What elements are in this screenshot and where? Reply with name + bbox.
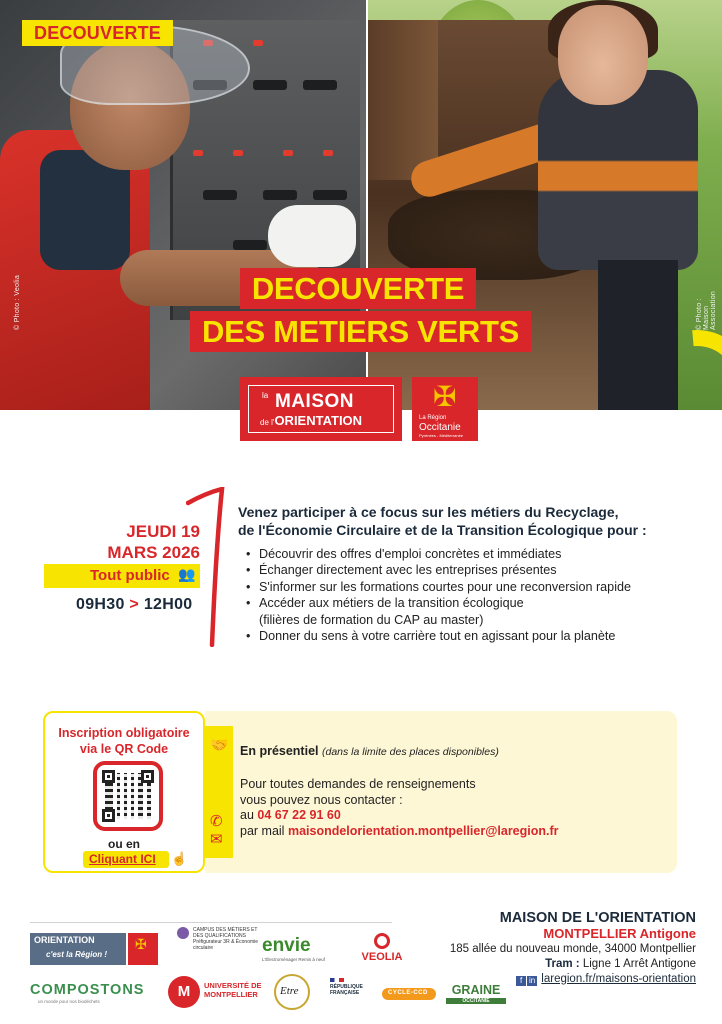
region-line-2: Occitanie — [419, 422, 461, 433]
logo-la-text: la — [262, 391, 269, 400]
list-item: • Découvrir des offres d'emploi concrètes et immédiates — [246, 546, 686, 562]
envie-sub: L'Électroménager Remis à neuf — [262, 957, 325, 962]
category-tag: DECOUVERTE — [22, 20, 173, 46]
footer-address — [396, 910, 696, 987]
mon-orientation-logo — [30, 933, 126, 965]
qr-code[interactable] — [93, 761, 163, 831]
campus-text: CAMPUS DES MÉTIERS ET DES QUALIFICATIONS Préfigurateur 3R & Économie circulaire — [193, 927, 259, 951]
benefits-list — [246, 546, 686, 644]
linkedin-icon[interactable]: in — [528, 976, 536, 985]
org-city: MONTPELLIER Antigone — [543, 926, 696, 941]
occitanie-small-logo — [128, 933, 158, 965]
envie-text: envie — [262, 935, 311, 956]
intro-line-2: de l'Économie Circulaire et de la Transition Écologique pour : — [238, 522, 647, 538]
register-link-label[interactable]: Cliquant ICI — [89, 852, 156, 866]
registration-line-1: Inscription obligatoire — [58, 726, 190, 740]
contact-info — [240, 777, 670, 839]
universite-montpellier-logo: M UNIVERSITÉ DE MONTPELLIER — [168, 976, 264, 1010]
date-day: JEUDI 19 — [126, 522, 200, 541]
presentiel-info — [240, 743, 670, 760]
region-line-1: La Région — [419, 415, 447, 421]
phone-prefix: au — [240, 808, 254, 822]
compostons-text: COMPOSTONS — [30, 982, 145, 998]
region-occitanie-logo — [412, 377, 478, 441]
email-link[interactable]: maisondelorientation.montpellier@laregion.fr — [287, 823, 559, 838]
maison-orientation-logo — [240, 377, 402, 441]
audience-badge — [44, 564, 200, 588]
intro-text — [238, 503, 698, 539]
registration-box — [43, 711, 205, 873]
mon-orientation-sub: c'est la Région ! — [46, 950, 108, 959]
date-month: MARS 2026 — [107, 543, 200, 562]
occitanie-cross-icon: ✠ — [433, 381, 457, 412]
audience-label: Tout public — [90, 567, 170, 584]
presentiel-label: En présentiel — [240, 744, 319, 758]
registration-line-2: via le QR Code — [79, 742, 169, 756]
event-hours — [76, 596, 192, 614]
presentiel-note: (dans la limite des places disponibles) — [321, 746, 499, 758]
facebook-icon[interactable]: f — [516, 976, 526, 986]
site-line — [396, 972, 696, 987]
intro-line-1: Venez participer à ce focus sur les métiers du Recyclage, — [238, 504, 619, 520]
handshake-icon: 🤝 — [210, 737, 229, 754]
envie-logo — [262, 935, 325, 962]
time-start: 09H30 — [76, 596, 125, 613]
mail-prefix: par mail — [240, 823, 285, 838]
logo-orientation-word: ORIENTATION — [274, 413, 363, 428]
contact-line-2: vous pouvez nous contacter : — [240, 792, 403, 807]
mail-icon: ✉ — [210, 831, 223, 848]
photo-credit-right: © Photo : Maison Association — [696, 290, 717, 330]
event-date — [40, 521, 200, 563]
list-item-text: Accéder aux métiers de la transition écologique — [259, 596, 524, 611]
tram-info — [396, 957, 696, 972]
region-line-3: Pyrénées - Méditerranée — [419, 433, 464, 438]
list-item — [246, 595, 686, 628]
tram-label: Tram : — [545, 958, 580, 970]
phone-number[interactable]: 04 67 22 91 60 — [257, 808, 341, 822]
republique-francaise-logo — [330, 978, 370, 996]
mail-line — [240, 824, 670, 840]
graine-sub: OCCITANIE — [446, 998, 506, 1004]
univ-text: UNIVERSITÉ DE MONTPELLIER — [204, 981, 262, 999]
org-address: 185 allée du nouveau monde, 34000 Montpellier — [449, 943, 696, 955]
org-name: MAISON DE L'ORIENTATION — [499, 910, 696, 926]
list-item: • Échanger directement avec les entreprises présentes — [246, 562, 686, 578]
register-link-button[interactable] — [83, 851, 169, 868]
rf-text: RÉPUBLIQUE FRANÇAISE — [330, 984, 363, 996]
logo-orientation-text — [260, 413, 362, 428]
logo-de-text: de l' — [260, 418, 275, 427]
veolia-text: VEOLIA — [361, 951, 403, 963]
list-item-subtext: (filières de formation du CAP au master) — [259, 612, 484, 627]
or-label: ou en — [108, 837, 140, 851]
logo-maison-text: MAISON — [275, 391, 354, 412]
icon-strip — [205, 726, 233, 858]
decorative-red-stroke — [186, 487, 226, 647]
graine-text: GRAINE — [451, 983, 501, 997]
compostons-sub: un monde pour nos biodéchets — [38, 999, 100, 1004]
etre-text: Etre — [280, 985, 299, 997]
time-end: 12H00 — [143, 596, 193, 613]
cycle-text: CYCLE-CCD — [388, 990, 428, 996]
photo-credit-left: © Photo : Veolia — [14, 274, 21, 330]
footer-divider — [30, 922, 392, 923]
phone-line — [240, 808, 670, 824]
list-item: • Donner du sens à votre carrière tout en agissant pour la planète — [246, 628, 686, 644]
people-icon: 👥 — [178, 566, 196, 582]
title-line-2: DES METIERS VERTS — [190, 311, 531, 352]
list-item: • S'informer sur les formations courtes pour une reconversion rapide — [246, 579, 686, 595]
title-line-1: DECOUVERTE — [240, 268, 476, 309]
time-separator: > — [129, 596, 140, 613]
graine-logo — [446, 983, 506, 1004]
compostons-logo — [30, 982, 145, 1004]
etre-logo — [274, 974, 310, 1010]
tram-value: Ligne 1 Arrêt Antigone — [582, 958, 696, 970]
cursor-icon: ☝ — [171, 851, 188, 866]
cycle-logo — [382, 988, 436, 1000]
contact-line-1: Pour toutes demandes de renseignements — [240, 777, 476, 791]
occitanie-cross-icon: ✠ — [135, 936, 147, 952]
phone-icon: ✆ — [210, 813, 223, 830]
registration-heading — [45, 725, 203, 757]
mon-orientation-text: ORIENTATION — [34, 935, 95, 945]
website-link[interactable]: laregion.fr/maisons-orientation — [541, 973, 696, 985]
veolia-logo — [358, 933, 406, 963]
